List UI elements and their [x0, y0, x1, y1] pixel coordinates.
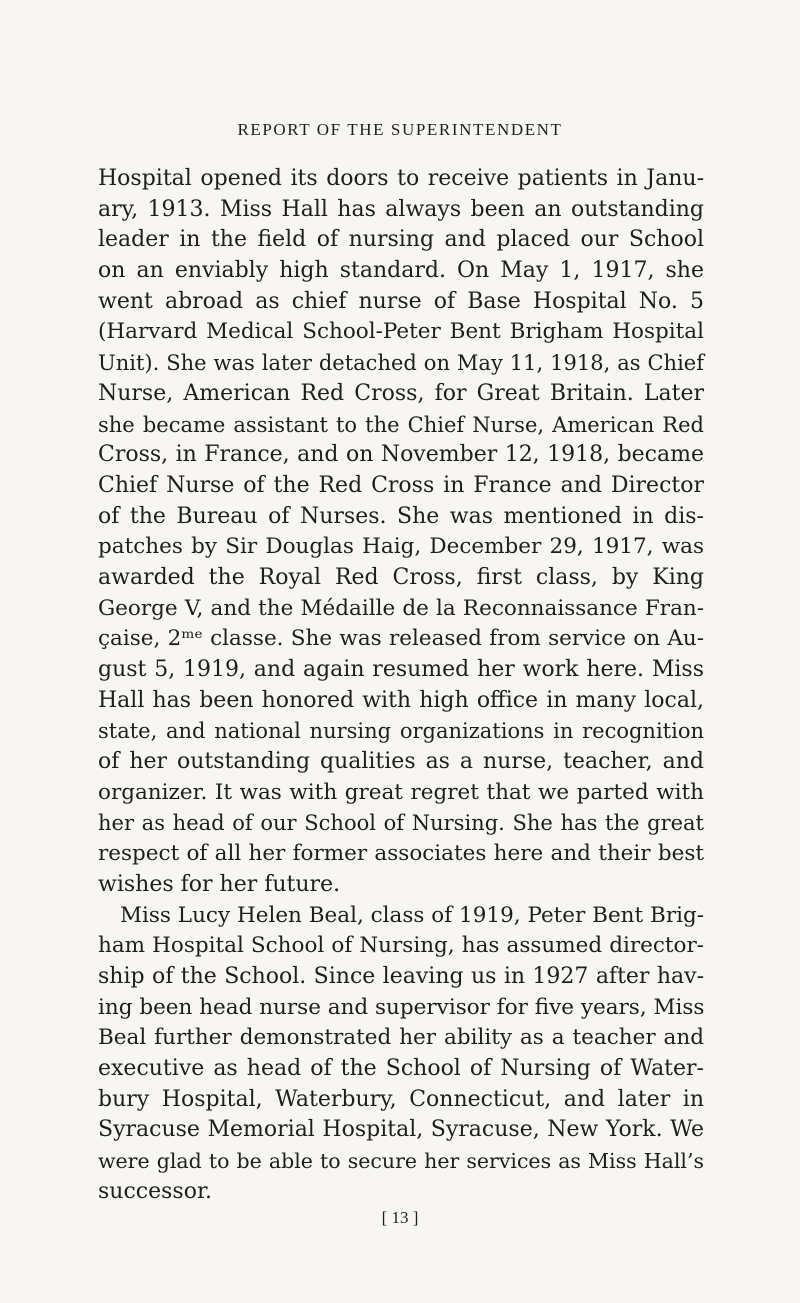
running-head: REPORT OF THE SUPERINTENDENT: [237, 120, 563, 139]
text-line: Chief Nurse of the Red Cross in France and Director: [98, 472, 704, 498]
text-line: leader in the field of nursing and placed our School: [98, 227, 704, 253]
text-line: her as head of our School of Nursing. She has the great: [98, 811, 704, 836]
text-line: executive as head of the School of Nursing of Water-: [98, 1055, 704, 1081]
text-line: Syracuse Memorial Hospital, Syracuse, New York. We: [98, 1117, 704, 1143]
text-line: awarded the Royal Red Cross, first class, by King: [98, 564, 704, 590]
text-line: successor.: [98, 1178, 213, 1204]
text-line: Unit). She was later detached on May 11, 1918, as Chief: [98, 351, 704, 376]
text-line: ing been head nurse and supervisor for five years, Miss: [98, 994, 705, 1020]
text-line: were glad to be able to secure her services as Miss Hall’s: [98, 1149, 704, 1173]
body-text: [98, 164, 704, 1207]
text-line: Nurse, American Red Cross, for Great Britain. Later: [98, 380, 704, 406]
text-line: of her outstanding qualities as a nurse, teacher, and: [98, 749, 704, 775]
text-line: çaise, 2ᵐᵉ classe. She was released from service on Au-: [98, 626, 704, 652]
text-line: respect of all her former associates here and their best: [98, 841, 704, 867]
text-line: bury Hospital, Waterbury, Connecticut, and later in: [98, 1086, 704, 1112]
text-line: state, and national nursing organizations in recognition: [98, 719, 704, 744]
text-line: of the Bureau of Nurses. She was mentioned in dis-: [98, 503, 704, 529]
page-number: [ 13 ]: [381, 1208, 419, 1227]
text-line: organizer. It was with great regret that we parted with: [98, 779, 704, 805]
text-line: ship of the School. Since leaving us in 1927 after hav-: [98, 963, 704, 989]
text-line: gust 5, 1919, and again resumed her work here. Miss: [98, 657, 704, 682]
text-line: Beal further demonstrated her ability as a teacher and: [98, 1025, 704, 1051]
text-line: wishes for her future.: [98, 871, 341, 897]
text-line: ary, 1913. Miss Hall has always been an outstanding: [98, 196, 704, 222]
text-line: George V, and the Médaille de la Reconnaissance Fran-: [98, 595, 704, 621]
text-line: she became assistant to the Chief Nurse, American Red: [98, 412, 704, 437]
text-line: on an enviably high standard. On May 1, 1917, she: [98, 258, 704, 284]
text-line: ham Hospital School of Nursing, has assumed director-: [98, 933, 704, 959]
text-line: Hospital opened its doors to receive patients in Janu-: [98, 166, 704, 191]
text-line: (Harvard Medical School-Peter Bent Brigham Hospital: [98, 319, 704, 345]
text-line: Miss Lucy Helen Beal, class of 1919, Peter Bent Brig-: [120, 902, 704, 928]
text-line: Cross, in France, and on November 12, 1918, became: [98, 442, 704, 468]
text-line: went abroad as chief nurse of Base Hospital No. 5: [98, 288, 704, 314]
text-line: Hall has been honored with high office in many local,: [98, 687, 704, 713]
text-line: patches by Sir Douglas Haig, December 29, 1917, was: [98, 534, 704, 560]
